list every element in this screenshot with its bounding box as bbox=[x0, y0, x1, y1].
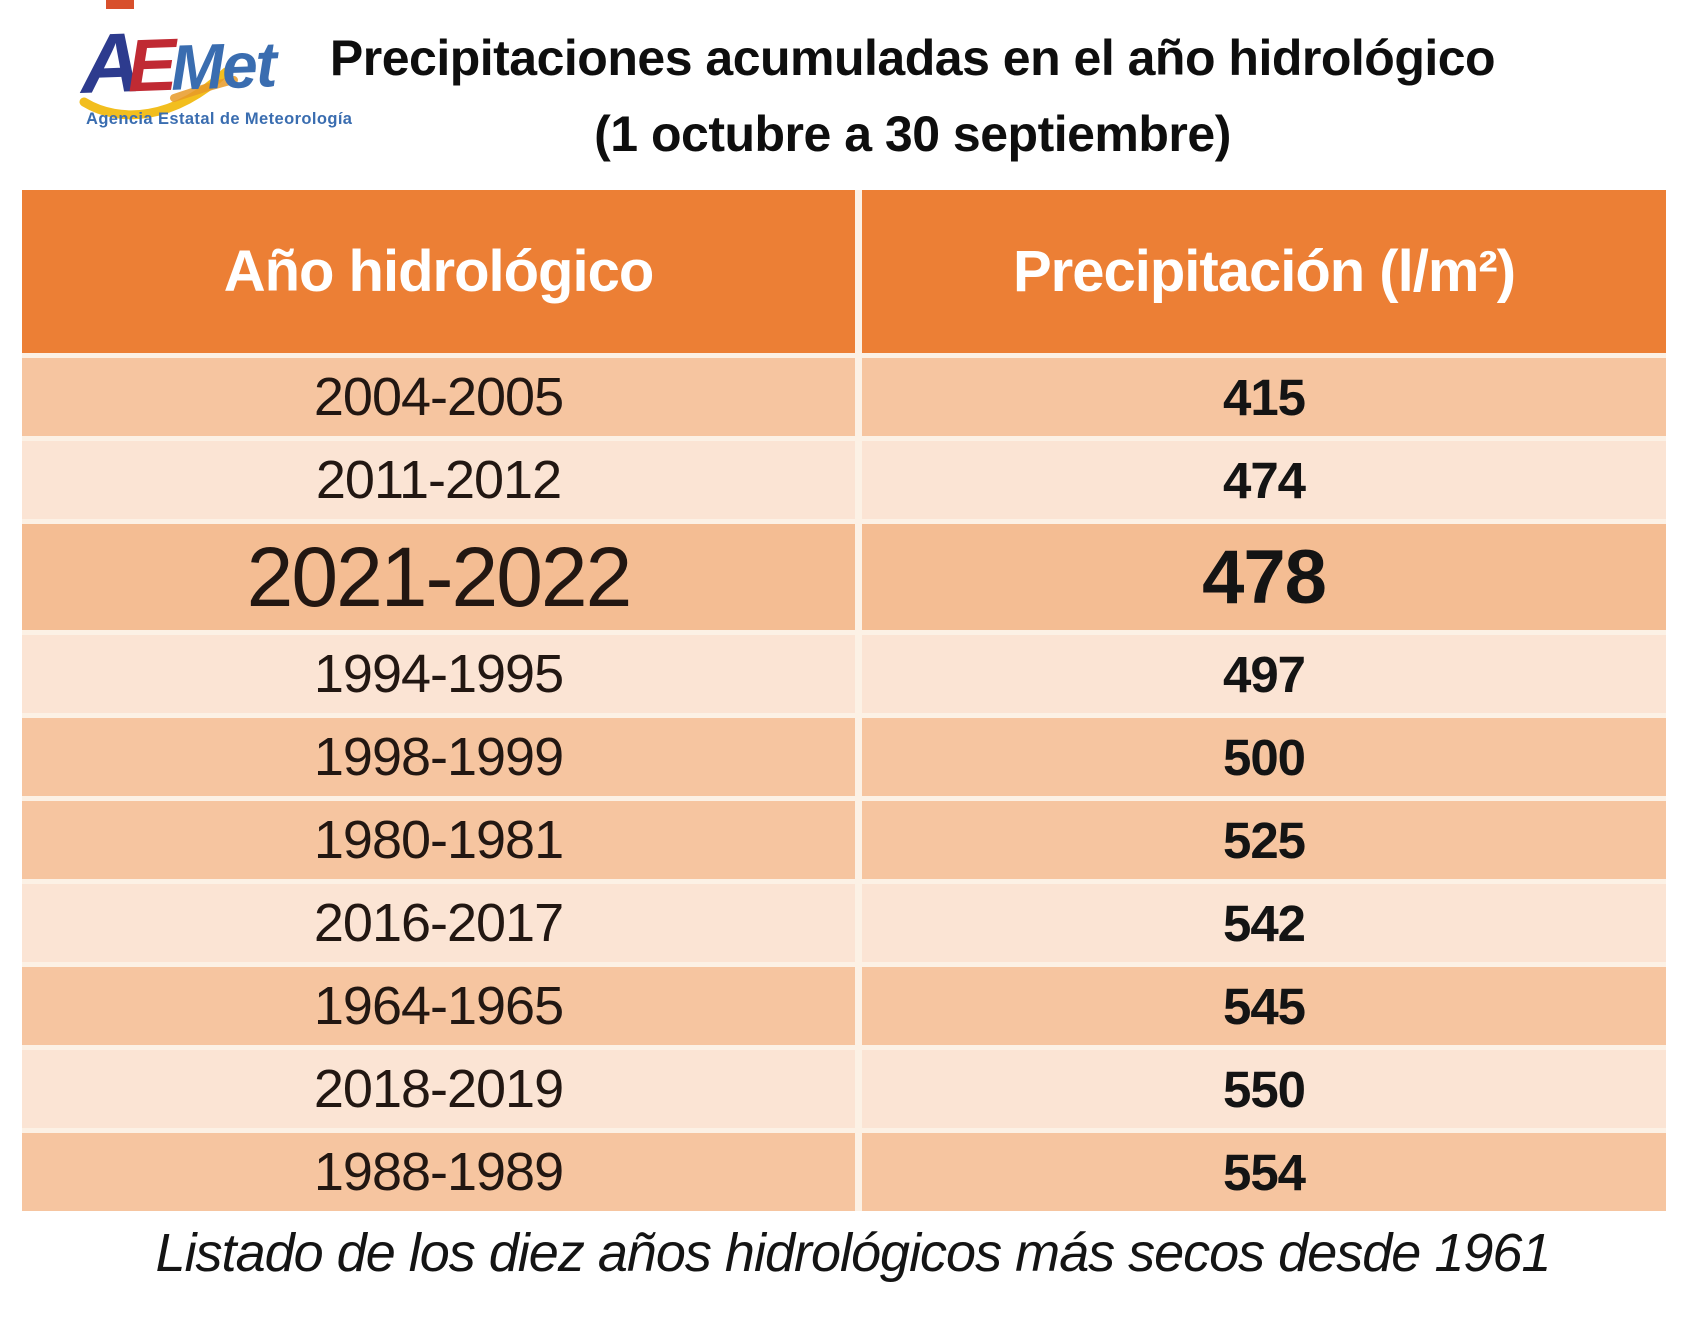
value-cell: 497 bbox=[862, 635, 1666, 713]
decorative-mark bbox=[106, 0, 134, 9]
logo-tagline: Agencia Estatal de Meteorología bbox=[86, 110, 353, 128]
table-header-row bbox=[22, 190, 1666, 353]
year-cell: 1998-1999 bbox=[22, 718, 855, 796]
table-row bbox=[22, 524, 1666, 630]
year-cell: 1980-1981 bbox=[22, 801, 855, 879]
table-row bbox=[22, 358, 1666, 436]
value-cell: 542 bbox=[862, 884, 1666, 962]
value-cell: 415 bbox=[862, 358, 1666, 436]
table-row bbox=[22, 967, 1666, 1045]
table-caption: Listado de los diez años hidrológicos más secos desde 1961 bbox=[155, 1223, 1551, 1283]
value-cell: 525 bbox=[862, 801, 1666, 879]
table-row bbox=[22, 1050, 1666, 1128]
value-cell: 478 bbox=[862, 524, 1666, 630]
year-cell: 2018-2019 bbox=[22, 1050, 855, 1128]
logo-letters-met: Met bbox=[169, 28, 277, 104]
year-cell: 1994-1995 bbox=[22, 635, 855, 713]
value-cell: 545 bbox=[862, 967, 1666, 1045]
page-title bbox=[305, 20, 1520, 172]
value-cell: 554 bbox=[862, 1133, 1666, 1211]
value-cell: 500 bbox=[862, 718, 1666, 796]
year-cell: 2021-2022 bbox=[22, 524, 855, 630]
value-cell: 474 bbox=[862, 441, 1666, 519]
year-cell: 1964-1965 bbox=[22, 967, 855, 1045]
year-cell: 2016-2017 bbox=[22, 884, 855, 962]
year-cell: 1988-1989 bbox=[22, 1133, 855, 1211]
value-cell: 550 bbox=[862, 1050, 1666, 1128]
logo-letter-e: E bbox=[125, 22, 175, 108]
table-row bbox=[22, 441, 1666, 519]
title-line1: Precipitaciones acumuladas en el año hidrológico bbox=[329, 30, 1496, 86]
precipitation-table bbox=[22, 190, 1666, 1211]
year-cell: 2004-2005 bbox=[22, 358, 855, 436]
column-header-year: Año hidrológico bbox=[22, 190, 855, 353]
column-header-precipitation: Precipitación (l/m²) bbox=[862, 190, 1666, 353]
logo-letter-a: A bbox=[78, 15, 137, 111]
table-row bbox=[22, 884, 1666, 962]
table-row bbox=[22, 801, 1666, 879]
year-cell: 2011-2012 bbox=[22, 441, 855, 519]
table-body bbox=[22, 358, 1666, 1211]
title-line2: (1 octubre a 30 septiembre) bbox=[594, 106, 1231, 162]
table-row bbox=[22, 635, 1666, 713]
table-row bbox=[22, 1133, 1666, 1211]
table-row bbox=[22, 718, 1666, 796]
